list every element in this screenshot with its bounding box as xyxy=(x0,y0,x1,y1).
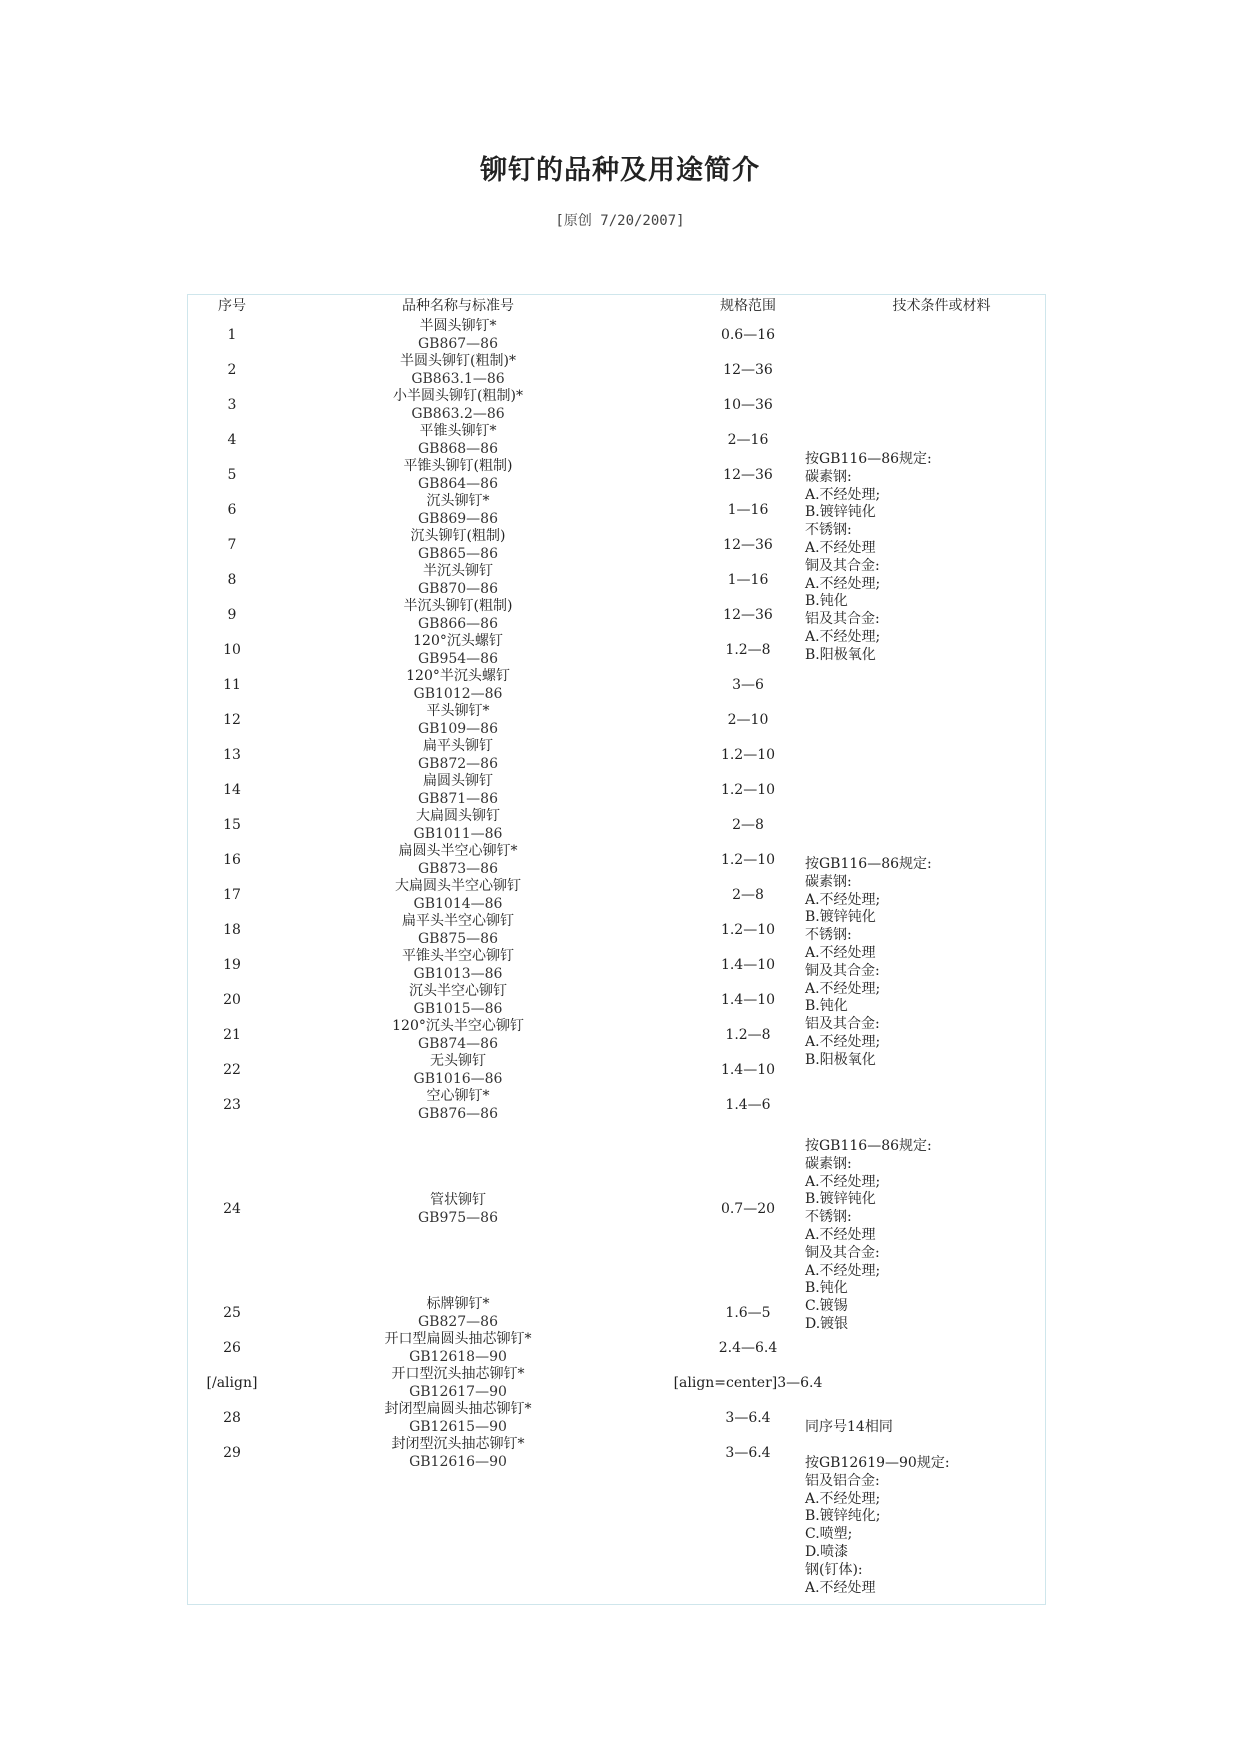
row-name: 扁圆头半空心铆钉* xyxy=(398,842,518,859)
row-spec: 1.2—10 xyxy=(720,921,776,938)
row-name-cell xyxy=(338,597,578,632)
table-row xyxy=(188,1295,1045,1330)
row-standard: GB867—86 xyxy=(417,335,498,352)
header-material: 技术条件或材料 xyxy=(892,298,991,314)
row-name: 半圆头铆钉* xyxy=(419,317,497,334)
table-row xyxy=(188,1122,1045,1295)
row-spec: 1.2—10 xyxy=(720,781,776,798)
row-name: 空心铆钉* xyxy=(426,1087,490,1104)
row-name-cell xyxy=(338,877,578,912)
row-spec: 1.6—5 xyxy=(725,1304,771,1321)
row-name: 标牌铆钉* xyxy=(426,1295,490,1312)
row-name-cell xyxy=(338,912,578,947)
row-no: 16 xyxy=(223,851,241,868)
row-name: 开口型沉头抽芯铆钉* xyxy=(391,1365,525,1382)
table-row xyxy=(188,667,1045,702)
row-name-cell xyxy=(338,1400,578,1435)
row-name-cell xyxy=(338,352,578,387)
row-spec: 12—36 xyxy=(723,361,773,378)
row-name: 扁圆头铆钉 xyxy=(423,772,493,789)
row-standard: GB975—86 xyxy=(417,1209,498,1226)
table-row xyxy=(188,422,1045,457)
table-row xyxy=(188,527,1045,562)
row-standard: GB871—86 xyxy=(417,790,498,807)
row-name-cell xyxy=(338,387,578,422)
row-spec: 1.4—10 xyxy=(720,956,776,973)
row-no: 7 xyxy=(227,536,237,553)
table-row xyxy=(188,737,1045,772)
row-name-cell xyxy=(338,947,578,982)
row-spec: 0.7—20 xyxy=(720,1200,776,1217)
row-spec: 1—16 xyxy=(727,571,769,588)
row-standard: GB1011—86 xyxy=(413,825,503,842)
tech-conditions-group-3: 按GB116—86规定: 碳素钢: A.不经处理; B.镀锌钝化 不锈钢: A.不经处理 铜及其合金: A.不经处理; B.钝化 C.镀锡 D.镀银 xyxy=(805,1138,932,1332)
row-spec: 1.4—10 xyxy=(720,1061,776,1078)
row-name: 扁平头半空心铆钉 xyxy=(402,912,514,929)
table-row xyxy=(188,1365,1045,1400)
row-name: 沉头铆钉(粗制) xyxy=(410,527,506,544)
row-spec: 1.2—10 xyxy=(720,851,776,868)
row-name-cell xyxy=(338,1017,578,1052)
row-name: 平锥头铆钉(粗制) xyxy=(403,457,513,474)
tech-conditions-group-4: 同序号14相同 xyxy=(805,1419,893,1435)
row-no: 3 xyxy=(227,396,237,413)
table-row xyxy=(188,562,1045,597)
row-standard: GB865—86 xyxy=(417,545,498,562)
row-name: 封闭型扁圆头抽芯铆钉* xyxy=(384,1400,532,1417)
row-standard: GB864—86 xyxy=(417,475,498,492)
row-standard: GB876—86 xyxy=(417,1105,498,1122)
row-name-cell xyxy=(338,772,578,807)
row-no: 24 xyxy=(223,1200,241,1217)
row-no: 29 xyxy=(223,1444,241,1461)
row-no: 1 xyxy=(227,326,237,343)
row-no: 21 xyxy=(223,1026,241,1043)
row-standard: GB863.1—86 xyxy=(411,370,505,387)
table-row xyxy=(188,632,1045,667)
row-spec: 2—10 xyxy=(727,711,769,728)
row-name: 无头铆钉 xyxy=(430,1052,486,1069)
row-name-cell xyxy=(338,562,578,597)
row-standard: GB12617—90 xyxy=(409,1383,507,1400)
row-name: 半圆头铆钉(粗制)* xyxy=(400,352,516,369)
row-no: 9 xyxy=(227,606,237,623)
row-name-cell xyxy=(338,1122,578,1295)
row-name-cell xyxy=(338,632,578,667)
table-row xyxy=(188,842,1045,877)
row-no: 6 xyxy=(227,501,237,518)
row-standard: GB12616—90 xyxy=(409,1453,507,1470)
row-name: 大扁圆头铆钉 xyxy=(416,807,500,824)
row-name: 平锥头铆钉* xyxy=(419,422,497,439)
row-name-cell xyxy=(338,737,578,772)
row-no: 22 xyxy=(223,1061,241,1078)
row-spec: 3—6.4 xyxy=(725,1444,771,1461)
row-no: 4 xyxy=(227,431,237,448)
row-spec: 0.6—16 xyxy=(720,326,776,343)
row-spec: 1—16 xyxy=(727,501,769,518)
row-name: 大扁圆头半空心铆钉 xyxy=(395,877,521,894)
row-no: 18 xyxy=(223,921,241,938)
table-row xyxy=(188,1330,1045,1365)
header-no: 序号 xyxy=(218,298,246,314)
row-standard: GB827—86 xyxy=(417,1313,498,1330)
row-spec: [align=center]3—6.4 xyxy=(673,1374,823,1391)
header-spec: 规格范围 xyxy=(720,298,776,314)
row-spec: 1.2—10 xyxy=(720,746,776,763)
row-name-cell xyxy=(338,422,578,457)
table-row xyxy=(188,1017,1045,1052)
row-standard: GB874—86 xyxy=(417,1035,498,1052)
rivet-table xyxy=(187,294,1046,1605)
row-no: 26 xyxy=(223,1339,241,1356)
row-name-cell xyxy=(338,1365,578,1400)
tech-conditions-group-2: 按GB116—86规定: 碳素钢: A.不经处理; B.镀锌钝化 不锈钢: A.不经处理 铜及其合金: A.不经处理; B.钝化 铝及其合金: A.不经处理; B.阳极氧化 xyxy=(805,856,932,1068)
row-no: 20 xyxy=(223,991,241,1008)
row-name: 120°沉头螺钉 xyxy=(413,632,503,649)
table-row xyxy=(188,947,1045,982)
row-name-cell xyxy=(338,807,578,842)
row-no: 28 xyxy=(223,1409,241,1426)
row-name-cell xyxy=(338,982,578,1017)
row-name: 小半圆头铆钉(粗制)* xyxy=(393,387,523,404)
row-standard: GB12618—90 xyxy=(409,1348,507,1365)
row-standard: GB1013—86 xyxy=(413,965,503,982)
row-spec: 2—8 xyxy=(732,886,764,903)
table-row xyxy=(188,1052,1045,1087)
row-name-cell xyxy=(338,702,578,737)
row-standard: GB869—86 xyxy=(417,510,498,527)
row-name: 扁平头铆钉 xyxy=(423,737,493,754)
row-spec: 3—6 xyxy=(732,676,764,693)
table-row xyxy=(188,457,1045,492)
row-no: 19 xyxy=(223,956,241,973)
tech-conditions-group-1: 按GB116—86规定: 碳素钢: A.不经处理; B.镀锌钝化 不锈钢: A.不经处理 铜及其合金: A.不经处理; B.钝化 铝及其合金: A.不经处理; B.阳极氧化 xyxy=(805,451,932,663)
row-name: 平头铆钉* xyxy=(426,702,490,719)
row-spec: 1.4—10 xyxy=(720,991,776,1008)
row-standard: GB870—86 xyxy=(417,580,498,597)
row-no: 17 xyxy=(223,886,241,903)
row-name: 120°半沉头螺钉 xyxy=(406,667,510,684)
row-spec: 3—6.4 xyxy=(725,1409,771,1426)
row-no: 12 xyxy=(223,711,241,728)
row-standard: GB1016—86 xyxy=(413,1070,503,1087)
row-no: 13 xyxy=(223,746,241,763)
row-no: 11 xyxy=(223,676,241,693)
row-name-cell xyxy=(338,1295,578,1330)
row-no: 10 xyxy=(223,641,241,658)
row-standard: GB1014—86 xyxy=(413,895,503,912)
table-row xyxy=(188,352,1045,387)
table-row xyxy=(188,877,1045,912)
row-standard: GB863.2—86 xyxy=(411,405,505,422)
table-row xyxy=(188,807,1045,842)
row-spec: 1.2—8 xyxy=(725,1026,771,1043)
row-name-cell xyxy=(338,1087,578,1122)
row-spec: 12—36 xyxy=(723,466,773,483)
row-standard: GB873—86 xyxy=(417,860,498,877)
row-standard: GB868—86 xyxy=(417,440,498,457)
row-name: 封闭型沉头抽芯铆钉* xyxy=(391,1435,525,1452)
row-spec: 10—36 xyxy=(723,396,773,413)
row-name: 沉头铆钉* xyxy=(426,492,490,509)
row-name: 平锥头半空心铆钉 xyxy=(402,947,514,964)
row-spec: 2—8 xyxy=(732,816,764,833)
row-spec: 2.4—6.4 xyxy=(718,1339,778,1356)
row-standard: GB12615—90 xyxy=(409,1418,507,1435)
row-standard: GB875—86 xyxy=(417,930,498,947)
row-name-cell xyxy=(338,317,578,352)
table-row xyxy=(188,387,1045,422)
row-name: 120°沉头半空心铆钉 xyxy=(392,1017,524,1034)
row-spec: 1.2—8 xyxy=(725,641,771,658)
header-name: 品种名称与标准号 xyxy=(402,298,514,314)
row-spec: 2—16 xyxy=(727,431,769,448)
row-no: [/align] xyxy=(206,1374,258,1391)
row-no: 15 xyxy=(223,816,241,833)
row-spec: 1.4—6 xyxy=(725,1096,771,1113)
table-row xyxy=(188,597,1045,632)
row-no: 2 xyxy=(227,361,237,378)
row-name: 半沉头铆钉(粗制) xyxy=(403,597,513,614)
row-name: 开口型扁圆头抽芯铆钉* xyxy=(384,1330,532,1347)
row-standard: GB1012—86 xyxy=(413,685,503,702)
row-standard: GB954—86 xyxy=(417,650,498,667)
tech-conditions-group-5: 按GB12619—90规定: 铝及铝合金: A.不经处理; B.镀锌纯化; C.喷塑; D.喷漆 钢(钉体): A.不经处理 xyxy=(805,1455,950,1596)
table-header xyxy=(188,295,1045,317)
row-no: 25 xyxy=(223,1304,241,1321)
row-name: 管状铆钉 xyxy=(430,1191,486,1208)
row-name-cell xyxy=(338,667,578,702)
row-name: 半沉头铆钉 xyxy=(423,562,493,579)
table-row xyxy=(188,772,1045,807)
row-no: 8 xyxy=(227,571,237,588)
row-name-cell xyxy=(338,457,578,492)
row-no: 14 xyxy=(223,781,241,798)
row-name: 沉头半空心铆钉 xyxy=(409,982,507,999)
row-spec: 12—36 xyxy=(723,606,773,623)
row-no: 5 xyxy=(227,466,237,483)
row-name-cell xyxy=(338,1330,578,1365)
row-standard: GB872—86 xyxy=(417,755,498,772)
row-no: 23 xyxy=(223,1096,241,1113)
row-name-cell xyxy=(338,492,578,527)
row-standard: GB109—86 xyxy=(417,720,498,737)
row-name-cell xyxy=(338,1435,578,1470)
row-name-cell xyxy=(338,842,578,877)
table-row xyxy=(188,912,1045,947)
table-row xyxy=(188,1400,1045,1435)
table-row xyxy=(188,1087,1045,1122)
page-title: 铆钉的品种及用途简介 xyxy=(480,155,760,186)
row-name-cell xyxy=(338,1052,578,1087)
row-name-cell xyxy=(338,527,578,562)
row-standard: GB1015—86 xyxy=(413,1000,503,1017)
post-date: [原创 7/20/2007] xyxy=(555,213,685,229)
table-row xyxy=(188,1435,1045,1470)
row-standard: GB866—86 xyxy=(417,615,498,632)
table-row xyxy=(188,317,1045,352)
table-row xyxy=(188,492,1045,527)
table-row xyxy=(188,702,1045,737)
row-spec: 12—36 xyxy=(723,536,773,553)
table-row xyxy=(188,982,1045,1017)
